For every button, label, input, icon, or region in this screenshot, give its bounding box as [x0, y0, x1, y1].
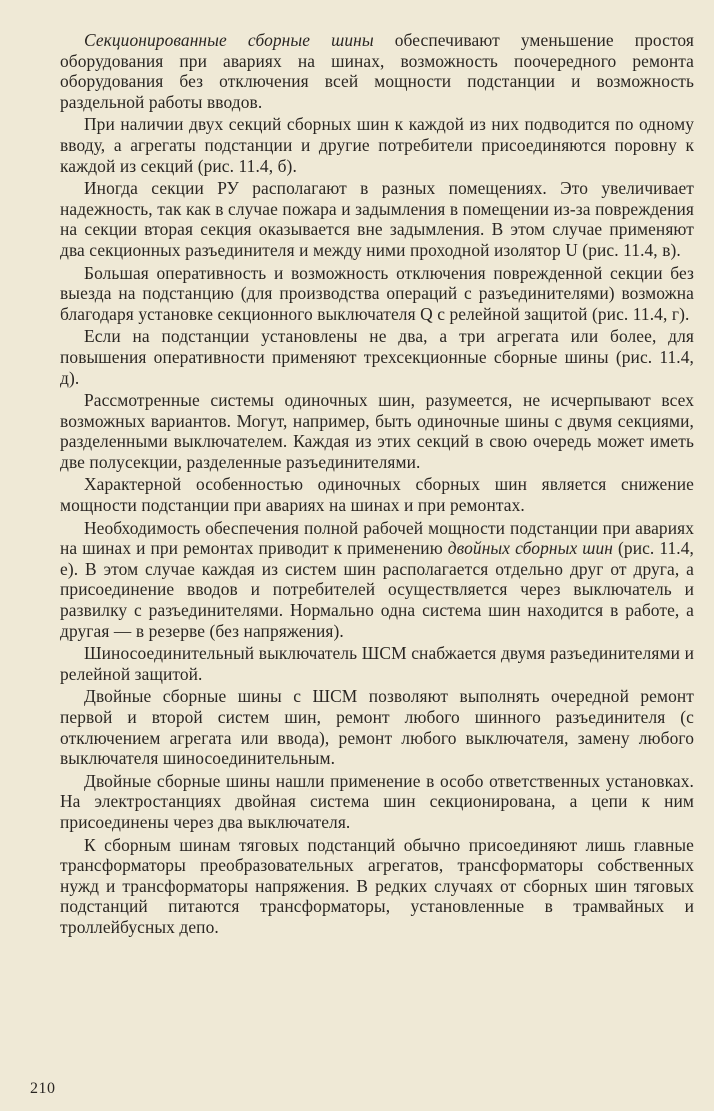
- paragraph-text: Двойные сборные шины с ШСМ позволяют выполнять очередной ремонт первой и второй систем шин, ремонт любого шинного разъединителя (с отключением агрегата или ввода), ремонт любого выключателя, замену любого выключателя шиносоединительным.: [60, 686, 694, 769]
- paragraph-separate-rooms: [60, 178, 694, 260]
- paragraph-text: Большая оперативность и возможность отключения поврежденной секции без выезда на подстанцию (для производства операций с разъединителями) возможна благодаря установке секционного выключателя Q с релейной защитой (рис. 11.4, г).: [60, 262, 694, 324]
- paragraph-three-sections: [60, 326, 694, 388]
- paragraph-bus-coupler: [60, 643, 694, 684]
- paragraph-text: Рассмотренные системы одиночных шин, разумеется, не исчерпывают всех возможных вариантов. Могут, например, быть одиночные шины с двумя секциями, разделенными выключателем. Каждая из этих секций в свою очередь может иметь две полусекции, разделенные разъединителями.: [60, 390, 694, 472]
- page-number: 210: [30, 1080, 56, 1097]
- paragraph-double-with-coupler: [60, 686, 694, 768]
- paragraph-text: К сборным шинам тяговых подстанций обычно присоединяют лишь главные трансформаторы преобразовательных агрегатов, трансформаторы собственных нужд и трансформаторы напряжения. В редких случаях от сборных шин тяговых подстанций питаются трансформаторы, установленные в трамвайных и троллейбусных депо.: [60, 834, 694, 937]
- paragraph-sectioned-busbars: [60, 30, 694, 112]
- paragraph-text: Шиносоединительный выключатель ШСМ снабжается двумя разъединителями и релейной защитой.: [60, 643, 694, 684]
- paragraph-text: При наличии двух секций сборных шин к каждой из них подводится по одному вводу, а агрегаты подстанции и другие потребители присоединяются поровну к каждой из секций (рис. 11.4, б).: [60, 114, 694, 176]
- paragraph-responsible-installations: [60, 771, 694, 833]
- paragraph-single-bus-feature: [60, 474, 694, 515]
- paragraph-traction-substations: [60, 835, 694, 938]
- paragraph-double-busbars: [60, 518, 694, 642]
- term-italic: двойных сборных шин: [447, 538, 614, 559]
- paragraph-text: (рис. 11.4, е). В этом случае каждая из систем шин располагается отдельно друг от друга, а присоединение вводов и потребителей осуществляется через выключатель и развилку с разъединителями. Нормально одна система шин находится в работе, а другая — в резерве (без напряжения).: [60, 538, 694, 641]
- paragraph-two-sections: [60, 114, 694, 176]
- paragraph-text: Иногда секции РУ располагают в разных помещениях. Это увеличивает надежность, так как в случае пожара и задымления в помещении из-за повреждения на секции вторая секция оказывается вне задымления. В этом случае применяют два секционных разъединителя и между ними проходной изолятор U (рис. 11.4, в).: [60, 178, 694, 260]
- body-text: [60, 30, 694, 938]
- paragraph-text: Необходимость обеспечения полной рабочей мощности подстанции при авариях на шинах и при ремонтах приводит к применению: [60, 517, 694, 559]
- paragraph-variants: [60, 390, 694, 472]
- paragraph-text: Характерной особенностью одиночных сборных шин является снижение мощности подстанции при авариях на шинах и при ремонтах.: [60, 474, 694, 516]
- term-italic: Секционированные сборные шины: [84, 30, 374, 50]
- paragraph-text: Двойные сборные шины нашли применение в особо ответственных установках. На электростанциях двойная система шин секционирована, а цепи к ним присоединены через два выключателя.: [60, 770, 694, 832]
- paragraph-text: обеспечивают уменьшение простоя оборудования при авариях на шинах, возможность поочередного ремонта оборудования без отключения всей мощности подстанции и возможность раздельной работы вводов.: [60, 30, 694, 112]
- paragraph-sectional-breaker: [60, 263, 694, 325]
- paragraph-text: Если на подстанции установлены не два, а три агрегата или более, для повышения оперативности применяют трехсекционные сборные шины (рис. 11.4, д).: [60, 326, 694, 388]
